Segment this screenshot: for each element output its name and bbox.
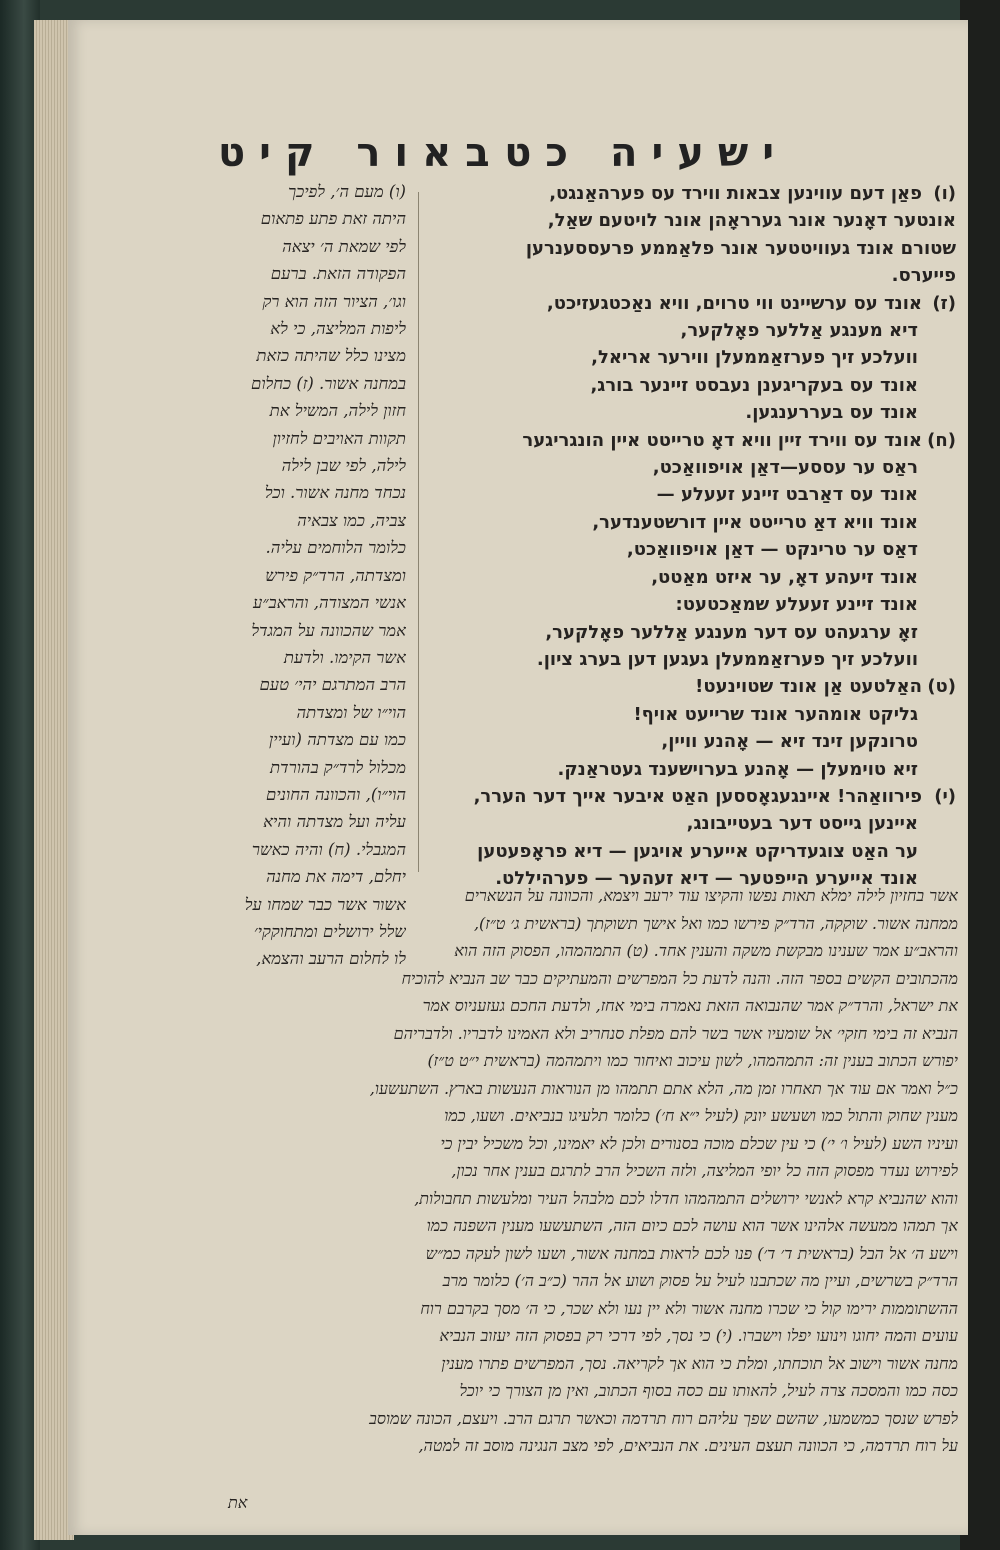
verse-text: אונד עס בעקריגענן נעבסט זיינער בורג, — [590, 374, 918, 396]
verse-line — [436, 756, 956, 783]
verse-text: דאַס ער טרינקט — דאַן אויפוואַכט, — [626, 539, 918, 561]
verse-line — [436, 290, 956, 317]
verse-line — [436, 838, 956, 865]
catchword: את — [228, 1493, 248, 1512]
verse-number: (י) — [934, 785, 956, 807]
verse-line — [436, 427, 956, 454]
commentary-line: והוא שהנביא קרא לאנשי ירושלים התמהמהו חדלו לכם מלבהל העיר ומלעשות תחבולות, — [414, 1188, 958, 1208]
commentary-line: המגבלי. (ח) והיה כאשר — [251, 839, 406, 859]
verse-line — [436, 317, 956, 344]
verse-text: דיא מענגע אַללער פאָלקער, — [680, 320, 918, 342]
commentary-line: צביה, כמו צבאיה — [297, 510, 406, 530]
commentary-line: אנשי המצודה, והראב״ע — [253, 593, 406, 613]
commentary-line: מצינו כלל שהיתה כזאת — [256, 346, 406, 366]
commentary-title: באור קיט — [218, 130, 504, 176]
commentary-line: במחנה אשור. (ז) כחלום — [251, 373, 406, 393]
commentary-line: והראב״ע אמר שענינו מבקשת משקה והענין אחד. (ט) התמהמהו, הפסוק הזה הוא — [454, 941, 958, 960]
commentary-line: מחנה אשור וישוב אל תוכחתו, ומלת כי הוא אך לקריאה. נסך, המפרשים פתרו מענין — [441, 1353, 958, 1373]
verse-text: אונד זיעהע דאָ, ער איזט מאַטט, — [651, 566, 918, 588]
verse-number: (ט) — [927, 676, 956, 698]
commentary-line: לילה, לפי שבן לילה — [281, 456, 406, 476]
verse-line — [436, 372, 956, 399]
verse-text: אונטער דאָנער אונר גערראָהן אונר לויטעם שאַל, — [547, 210, 956, 232]
verse-line — [436, 783, 956, 810]
verse-line — [436, 564, 956, 591]
verse-line — [436, 536, 956, 563]
commentary-line: את ישראל, והרד״ק אמר שהנבואה הזאת נאמרה בימי אחז, ולדעת החכם געזעניוס אמר — [422, 996, 958, 1015]
verse-text: וועלכע זיך פערזאַממעלן געגען דען בערג ציון. — [536, 648, 918, 670]
commentary-line: ומצדתה, הרד״ק פירש — [265, 565, 406, 585]
commentary-line: וישע ה׳ אל הבל (בראשית ד׳ ד׳) פנו לכם לראות במחנה אשור, ושעו לשון לעקה כמ״ש — [425, 1243, 958, 1263]
verse-line — [436, 481, 956, 508]
commentary-line: לפי שמאת ה׳ יצאה — [282, 236, 406, 256]
commentary-line: (ו) מעם ה׳, לפיכך — [288, 182, 406, 201]
verse-text: אונד זיינע זעעלע שמאַכטעט: — [675, 594, 918, 616]
verse-text: פייערס. — [891, 265, 956, 287]
commentary-line: כמו עם מצדתה (ועיין — [269, 730, 406, 750]
commentary-line: ההשתוממות ירימו קול כי שכרו מחנה אשור ולא יין נעו ולא שכר, כי ה׳ מסך בקרבם רוח — [420, 1298, 958, 1318]
commentary-line: וגו׳, הציור הזה הוא רק — [262, 291, 406, 311]
verse-line — [436, 262, 956, 289]
page-title: ישעיה כט — [504, 130, 788, 176]
book-page — [68, 20, 968, 1535]
commentary-line: ממחנה אשור. שוקקה, הרד״ק פירשו כמו ואל אישך תשוקתך (בראשית ג׳ ט״ז), — [473, 913, 958, 933]
verse-line — [436, 646, 956, 673]
commentary-line: כלומר הלוחמים עליה. — [265, 538, 406, 558]
commentary-line: אשור אשר כבר שמחו על — [244, 894, 406, 914]
commentary-line: יפורש הכתוב בענין זה: התמהמהו, לשון עיכוב ואיחור כמו ויתמהמה (בראשית י״ט ט״ז) — [427, 1051, 958, 1070]
commentary-line: היתה זאת פתע פתאום — [260, 209, 406, 229]
verse-text: אונד וויא דאַ טרייטט איין דורשטענדער, — [592, 511, 918, 533]
verse-line — [436, 399, 956, 426]
commentary-line: עליה ועל מצדתה והיא — [263, 812, 406, 832]
verse-number: (ז) — [932, 292, 956, 314]
verse-number: (ח) — [927, 429, 956, 451]
commentary-line: אשר הקימו. ולדעת — [283, 647, 406, 667]
commentary-line: כסה כמו והמסכה צרה לעיל, להאותו עם כסה בסוף הכתוב, ואין מן הצורך כי יוכל — [459, 1381, 958, 1400]
verse-text: פאַן דעם עווינען צבאות ווירד עס פערהאַנגט, — [549, 183, 922, 204]
commentary-line: מענין שחוק והתול כמו ושעשע יונק (לעיל י״א ח׳) כלומר תלעיגו בנביאים. ושעו, כמו — [444, 1106, 958, 1125]
commentary-line: לו לחלום הרעב והצמא, — [256, 949, 406, 969]
commentary-line: מכלול לרד״ק בהורדת — [270, 757, 406, 777]
verse-text: זאָ ערגעהט עס דער מענגע אַללער פאָלקער, — [545, 621, 918, 643]
commentary-line: הרב המתרגם יהי׳ טעם — [259, 675, 406, 695]
yiddish-translation — [436, 180, 956, 893]
verse-line — [436, 180, 956, 207]
commentary-line: ליפות המליצה, כי לא — [270, 319, 406, 339]
verse-text: אונד אייערע הייפטער — דיא זעהער — פערהיללט. — [495, 868, 918, 890]
verse-text: איינען גייסט דער בעטייבונג, — [686, 813, 918, 835]
verse-text: שטורם אונד געוויטטער אונר פלאַממע פרעססענרען — [525, 237, 956, 259]
commentary-line: תקוות האויבים לחזיון — [272, 428, 406, 448]
verse-line — [436, 235, 956, 262]
commentary-line: הוי״ו), והכוונה החונים — [266, 784, 406, 804]
commentary-line: מהכתובים הקשים בספר הזה. והנה לדעת כל המפרשים והמעתיקים כבר שב הנביא להוכיח — [401, 968, 958, 988]
verse-text: טרונקען זינד זיא — אָהנע וויין, — [661, 731, 918, 753]
verse-text: אונד עס בעררענגען. — [745, 402, 918, 424]
verse-line — [436, 509, 956, 536]
verse-line — [436, 728, 956, 755]
verse-text: האַלטעט אַן אונד שטוינעט! — [695, 676, 922, 698]
verse-text: וועלכע זיך פערזאַממעלן ווירער אריאל, — [591, 347, 918, 369]
verse-text: ראַס ער עססע—דאַן אויפוואַכט, — [652, 457, 918, 479]
verse-line — [436, 454, 956, 481]
commentary-line: לפירוש נעדר מפסוק הזה כל יופי המליצה, ולזה השכיל הרב לתרגם בענין אחר נכון, — [451, 1161, 958, 1180]
verse-number: (ו) — [933, 183, 956, 204]
commentary-line: הפקודה הזאת. ברעם — [270, 264, 406, 284]
verse-line — [436, 591, 956, 618]
commentary-side-column — [206, 178, 406, 973]
verse-line — [436, 207, 956, 234]
verse-line — [436, 673, 956, 700]
verse-line — [436, 344, 956, 371]
commentary-line: ועיניו השע (לעיל ו׳ י׳) כי עין שכלם מוכה בסנורים ולכן לא יאמינו, וכל משכיל יבין כי — [440, 1133, 958, 1153]
verse-line — [436, 701, 956, 728]
commentary-line: הוי״ו של ומצדתה — [296, 702, 406, 722]
verse-text: גליקט אומהער אונד שרייעט אויף! — [633, 703, 918, 725]
verse-text: אונד עס ערשיינט ווי טרוים, וויא נאַכטגעזיכט, — [546, 292, 922, 314]
commentary-line: הנביא זה בימי חזקי׳ אל שומעיו אשר בשר להם מפלת סנחריב ולא האמינו לדבריו. ולדבריהם — [393, 1023, 958, 1043]
verse-line — [436, 619, 956, 646]
commentary-line: עועים והמה יחוגו וינועו יפלו וישברו. (י) כי נסך, לפי דרכי רק בפסוק הזה יעזוב הנביא — [439, 1326, 958, 1345]
verse-text: אונד עס דאַרבט זיינע זעעלע — — [656, 484, 918, 506]
verse-text: זיא טוימעלן — אָהנע בערוישענד געטראַנק. — [557, 758, 918, 780]
commentary-line: על רוח תרדמה, כי הכוונה תעצם העינים. את הנביאים, לפי מצב הנגינה מוסב זה למטה, — [418, 1436, 958, 1455]
commentary-line: הרד״ק בשרשים, ועיין מה שכתבנו לעיל על פסוק ושוע אל ההר (כ״ב ה׳) כלומר מרב — [442, 1271, 958, 1290]
commentary-line: כ״ל ואמר אם עוד אך תאחרו זמן מה, הלא אתם תתמהו מן הנוראות הנעשות בארץ. השתעשעו, — [369, 1078, 958, 1098]
commentary-line: נכחד מחנה אשור. וכל — [264, 483, 406, 503]
column-divider — [418, 192, 419, 872]
verse-text: ער האַט צוגעדריקט אייערע אויגען — דיא פראָפעטען — [477, 840, 918, 862]
commentary-line: יחלם, דימה את מחנה — [266, 867, 406, 887]
verse-text: אונד עס ווירד זיין וויא דאָ טרייטט איין הונגריגער — [522, 429, 922, 451]
commentary-line: אך תמהו ממעשה אלהינו אשר הוא עושה לכם כיום הזה, השתעשעו מענין השפנה כמו — [426, 1216, 958, 1235]
verse-text: פירוואַהר! איינגעגאָססען האַט איבער אייך דער הערר, — [473, 785, 922, 807]
commentary-bottom-block — [218, 882, 958, 1460]
commentary-line: אמר שהכוונה על המגדל — [251, 620, 406, 640]
verse-line — [436, 810, 956, 837]
commentary-line: שלל ירושלים ומתחוקקי׳ — [253, 921, 406, 941]
commentary-line: לפרש שנסך כמשמעו, שהשם שפך עליהם רוח תרדמה וכאשר תרגם הרב. ויעצם, הכונה שמוסב — [369, 1408, 958, 1428]
commentary-line: אשר בחזיון לילה ימלא תאות נפשו והקיצו עוד ירעב ויצמא, והכוונה על הנשארים — [464, 886, 958, 905]
commentary-line: חזון לילה, המשיל את — [269, 401, 406, 421]
